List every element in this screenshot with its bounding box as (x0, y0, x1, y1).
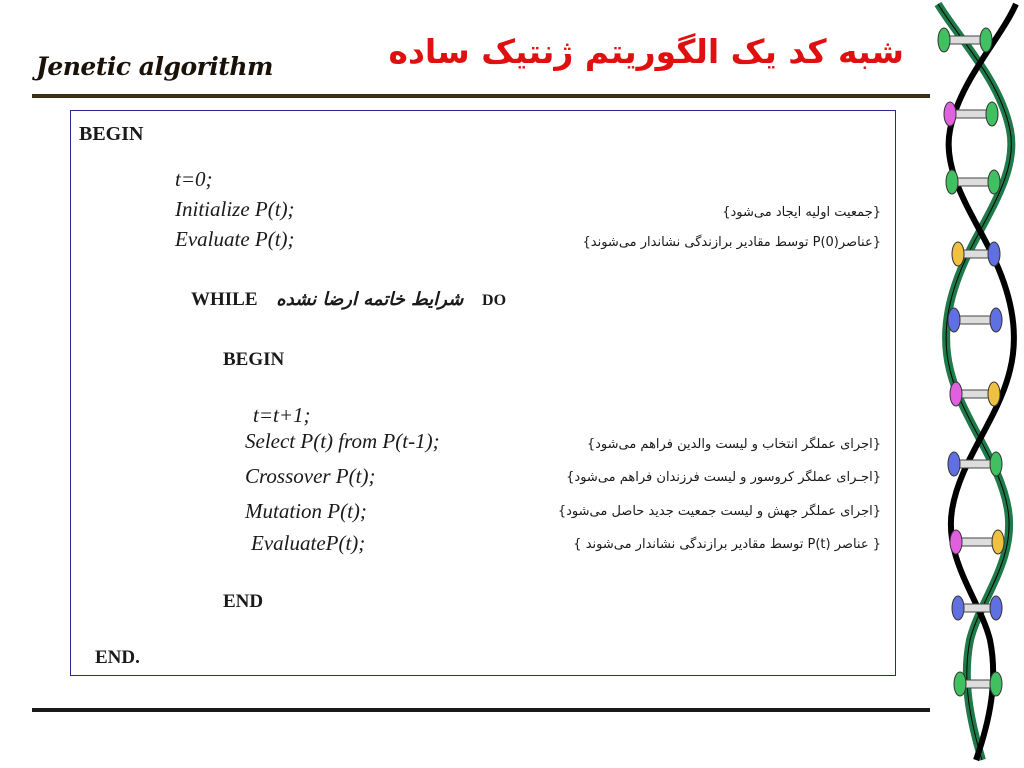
base-node (990, 308, 1002, 332)
base-node (954, 672, 966, 696)
stmt-initialize: Initialize P(t); (175, 197, 295, 221)
while-keyword: WHILE (191, 289, 258, 310)
left-title: Jenetic algorithm (36, 52, 273, 81)
while-line (191, 289, 506, 311)
dna-helix-decoration (930, 0, 1024, 768)
comment-mutation: {اجرای عملگر جهش و لیست جمعیت جدید حاصل می‌شود} (557, 504, 881, 519)
inner-end-keyword: END (223, 591, 264, 612)
stmt-select: Select P(t) from P(t-1); (245, 429, 440, 453)
stmt-mutation: Mutation P(t); (245, 499, 367, 523)
base-node (952, 242, 964, 266)
comment-evaluate: {عناصر(0)P توسط مقادیر برازندگی نشاندار می‌شوند} (582, 235, 881, 250)
stmt-t0: t=0; (175, 167, 213, 191)
top-divider (32, 94, 930, 98)
comment-select: {اجرای عملگر انتخاب و لیست والدین فراهم می‌شود} (586, 437, 881, 452)
base-node (988, 382, 1000, 406)
base-node (988, 242, 1000, 266)
base-node (950, 382, 962, 406)
pseudocode-box (70, 110, 896, 676)
base-node (946, 170, 958, 194)
inner-begin-keyword: BEGIN (223, 349, 285, 370)
base-node (948, 452, 960, 476)
base-node (944, 102, 956, 126)
comment-initialize: {جمعیت اولیه ایجاد می‌شود} (722, 205, 881, 220)
begin-keyword: BEGIN (79, 123, 144, 145)
stmt-t-increment: t=t+1; (253, 403, 311, 427)
page-title: شبه کد یک الگوریتم ژنتیک ساده (388, 32, 904, 71)
base-node (988, 170, 1000, 194)
end-keyword: END. (95, 647, 140, 668)
base-node (986, 102, 998, 126)
stmt-evaluate: Evaluate P(t); (175, 227, 295, 251)
base-node (992, 530, 1004, 554)
base-node (980, 28, 992, 52)
comment-crossover: {اجـرای عملگر کروسور و لیست فرزندان فراهم می‌شود} (566, 470, 881, 485)
base-node (952, 596, 964, 620)
comment-evaluate2: { عناصر (P(t توسط مقادیر برازندگی نشاندار می‌شوند } (573, 537, 881, 552)
base-node (990, 452, 1002, 476)
stmt-evaluate2: EvaluateP(t); (251, 531, 366, 555)
base-node (948, 308, 960, 332)
stmt-crossover: Crossover P(t); (245, 464, 376, 488)
base-node (990, 672, 1002, 696)
do-keyword: DO (482, 292, 507, 309)
base-node (950, 530, 962, 554)
while-condition: شرایط خاتمه ارضا نشده (276, 289, 464, 310)
base-node (938, 28, 950, 52)
base-node (990, 596, 1002, 620)
bottom-divider (32, 708, 930, 712)
